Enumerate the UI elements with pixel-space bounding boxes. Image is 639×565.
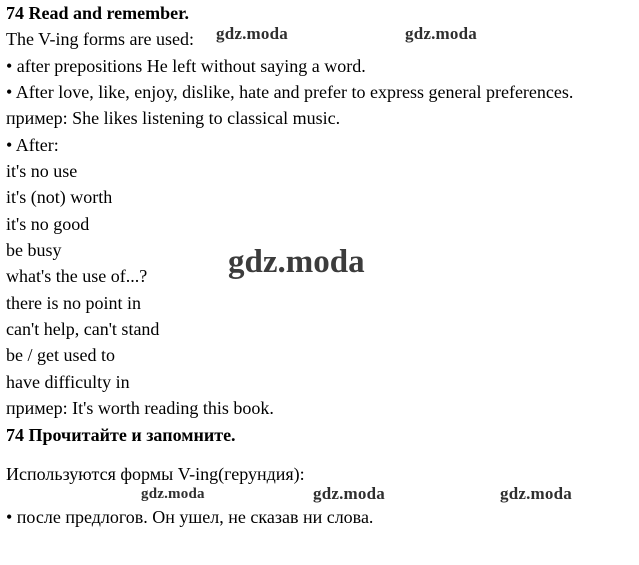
text-line: пример: She likes listening to classical music.: [6, 108, 341, 128]
list-item: it's no use: [6, 161, 78, 181]
watermark: gdz.moda: [216, 24, 288, 43]
text-line: • After:: [6, 135, 59, 155]
exercise-heading-ru: 74 Прочитайте и запомните.: [6, 425, 236, 445]
watermark: gdz.moda: [500, 484, 572, 503]
text-line: Используются формы V-ing(герундия):: [6, 464, 305, 484]
text-line: • после предлогов. Он ушел, не сказав ни слова.: [6, 507, 374, 527]
text-line: пример: It's worth reading this book.: [6, 398, 274, 418]
list-item: there is no point in: [6, 293, 141, 313]
list-item: it's no good: [6, 214, 90, 234]
text-line: The V-ing forms are used:: [6, 29, 194, 49]
list-item: be busy: [6, 240, 62, 260]
watermark: gdz.moda: [313, 484, 385, 503]
watermark: gdz.moda: [228, 244, 365, 280]
list-item: have difficulty in: [6, 372, 130, 392]
list-item: what's the use of...?: [6, 266, 148, 286]
text-line: • after prepositions He left without saying a word.: [6, 56, 366, 76]
list-item: be / get used to: [6, 345, 115, 365]
text-line: • After love, like, enjoy, dislike, hate and prefer to express general preferences.: [6, 82, 574, 102]
list-item: it's (not) worth: [6, 187, 113, 207]
watermark: gdz.moda: [141, 486, 205, 502]
list-item: can't help, can't stand: [6, 319, 160, 339]
watermark: gdz.moda: [405, 24, 477, 43]
exercise-heading-en: 74 Read and remember.: [6, 3, 189, 23]
